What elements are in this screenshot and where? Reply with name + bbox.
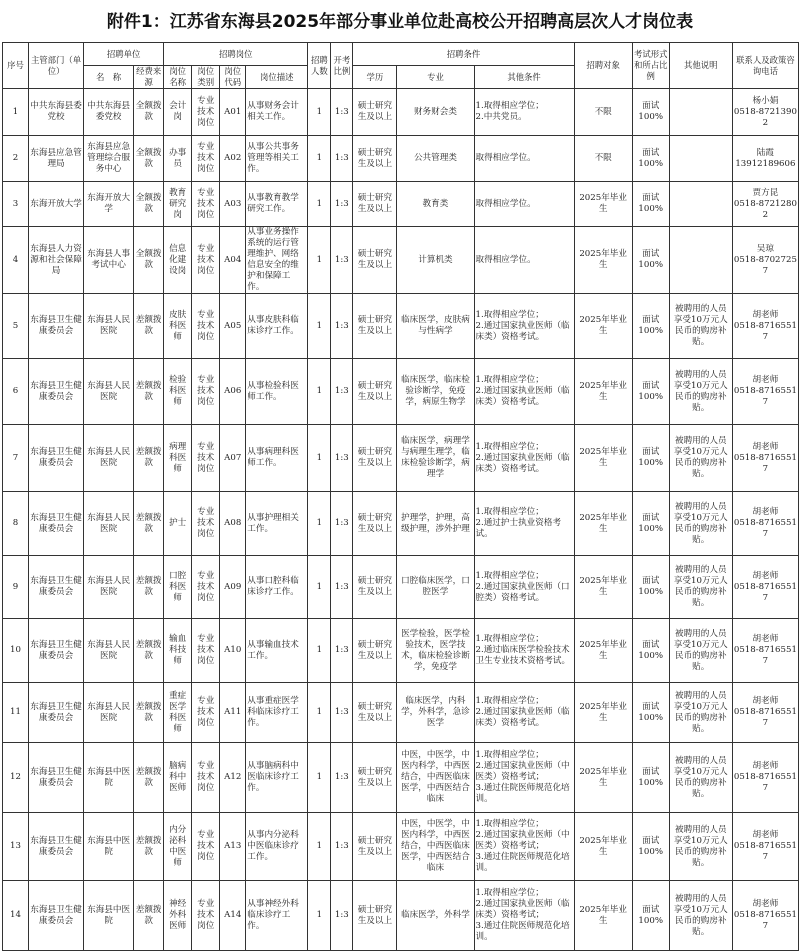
cell-type: 专业技术岗位 <box>192 136 220 182</box>
cell-count: 1 <box>308 743 331 813</box>
cell-notes: 被聘用的人员享受10万元人民币的购房补贴。 <box>669 813 732 881</box>
cell-other: 1.取得相应学位； 2.通过国家执业医师（临床类）资格考试； 3.通过住院医师规范化培训。 <box>474 881 574 951</box>
header-education: 学历 <box>353 66 397 89</box>
cell-post: 内分泌科中医师 <box>164 813 192 881</box>
table-row <box>3 881 799 951</box>
cell-unit: 东海县人民医院 <box>84 556 134 619</box>
table-row <box>3 227 799 294</box>
cell-target: 2025年毕业生 <box>574 294 632 359</box>
cell-code: A06 <box>220 359 246 425</box>
cell-other: 1.取得相应学位； 2.通过国家执业医师（临床类）资格考试。 <box>474 294 574 359</box>
cell-other: 1.取得相应学位； 2.通过国家执业医师（临床类）资格考试。 <box>474 425 574 492</box>
cell-contact: 贾方昆 0518-87212802 <box>732 182 798 227</box>
header-notes: 其他说明 <box>669 43 732 89</box>
cell-type: 专业技术岗位 <box>192 89 220 136</box>
cell-funding: 差额拨款 <box>134 425 164 492</box>
header-funding: 经费来源 <box>134 66 164 89</box>
cell-code: A05 <box>220 294 246 359</box>
cell-dept: 东海县卫生健康委员会 <box>29 492 84 556</box>
cell-dept: 东海县卫生健康委员会 <box>29 556 84 619</box>
cell-major: 医学检验，医学检验技术，医学技术，临床检验诊断学，免疫学 <box>397 619 474 683</box>
cell-unit: 中共东海县委党校 <box>84 89 134 136</box>
cell-major: 临床医学，皮肤病与性病学 <box>397 294 474 359</box>
header-post-code: 岗位代码 <box>220 66 246 89</box>
cell-post: 输血科技师 <box>164 619 192 683</box>
cell-desc: 从事脑病科中医临床诊疗工作。 <box>246 743 308 813</box>
cell-seq: 7 <box>3 425 29 492</box>
cell-code: A07 <box>220 425 246 492</box>
cell-post: 办事员 <box>164 136 192 182</box>
cell-notes <box>669 182 732 227</box>
cell-edu: 硕士研究生及以上 <box>353 619 397 683</box>
cell-contact: 胡老师 0518-87165517 <box>732 881 798 951</box>
cell-major: 中医，中医学，中医内科学，中西医结合，中西医临床医学，中西医结合临床 <box>397 743 474 813</box>
cell-seq: 9 <box>3 556 29 619</box>
cell-unit: 东海县人民医院 <box>84 294 134 359</box>
cell-count: 1 <box>308 492 331 556</box>
cell-edu: 硕士研究生及以上 <box>353 89 397 136</box>
cell-count: 1 <box>308 294 331 359</box>
cell-other: 取得相应学位。 <box>474 182 574 227</box>
cell-funding: 差额拨款 <box>134 813 164 881</box>
cell-count: 1 <box>308 813 331 881</box>
cell-funding: 全额拨款 <box>134 182 164 227</box>
cell-funding: 差额拨款 <box>134 683 164 743</box>
cell-unit: 东海县中医院 <box>84 813 134 881</box>
table-row <box>3 683 799 743</box>
cell-desc: 从事病理科医师工作。 <box>246 425 308 492</box>
cell-ratio: 1:3 <box>331 556 353 619</box>
cell-unit: 东海开放大学 <box>84 182 134 227</box>
cell-other: 1.取得相应学位； 2.中共党员。 <box>474 89 574 136</box>
cell-code: A08 <box>220 492 246 556</box>
cell-target: 2025年毕业生 <box>574 619 632 683</box>
cell-ratio: 1:3 <box>331 492 353 556</box>
header-ratio: 开考比例 <box>331 43 353 89</box>
cell-edu: 硕士研究生及以上 <box>353 227 397 294</box>
cell-ratio: 1:3 <box>331 425 353 492</box>
cell-target: 2025年毕业生 <box>574 683 632 743</box>
cell-notes: 被聘用的人员享受10万元人民币的购房补贴。 <box>669 881 732 951</box>
cell-count: 1 <box>308 89 331 136</box>
cell-ratio: 1:3 <box>331 294 353 359</box>
cell-major: 口腔临床医学，口腔医学 <box>397 556 474 619</box>
cell-post: 病理科医师 <box>164 425 192 492</box>
cell-seq: 12 <box>3 743 29 813</box>
table-row <box>3 89 799 136</box>
cell-type: 专业技术岗位 <box>192 556 220 619</box>
cell-edu: 硕士研究生及以上 <box>353 881 397 951</box>
cell-type: 专业技术岗位 <box>192 492 220 556</box>
header-cond-group: 招聘条件 <box>353 43 574 66</box>
header-post-name: 岗位名称 <box>164 66 192 89</box>
cell-desc: 从事口腔科临床诊疗工作。 <box>246 556 308 619</box>
cell-desc: 从事内分泌科中医临床诊疗工作。 <box>246 813 308 881</box>
cell-type: 专业技术岗位 <box>192 227 220 294</box>
cell-major: 中医，中医学，中医内科学，中西医结合，中西医临床医学，中西医结合临床 <box>397 813 474 881</box>
cell-ratio: 1:3 <box>331 227 353 294</box>
cell-funding: 差额拨款 <box>134 359 164 425</box>
cell-exam: 面试 100% <box>632 881 669 951</box>
cell-seq: 5 <box>3 294 29 359</box>
cell-funding: 全额拨款 <box>134 136 164 182</box>
cell-dept: 东海县卫生健康委员会 <box>29 294 84 359</box>
cell-code: A14 <box>220 881 246 951</box>
header-major: 专业 <box>397 66 474 89</box>
header-unit-group: 招聘单位 <box>84 43 164 66</box>
table-row <box>3 813 799 881</box>
cell-target: 2025年毕业生 <box>574 881 632 951</box>
cell-seq: 8 <box>3 492 29 556</box>
cell-contact: 胡老师 0518-87165517 <box>732 492 798 556</box>
cell-contact: 胡老师 0518-87165517 <box>732 683 798 743</box>
cell-seq: 14 <box>3 881 29 951</box>
cell-post: 口腔科医师 <box>164 556 192 619</box>
cell-edu: 硕士研究生及以上 <box>353 182 397 227</box>
cell-desc: 从事公共事务管理等相关工作。 <box>246 136 308 182</box>
cell-exam: 面试 100% <box>632 743 669 813</box>
table-row <box>3 136 799 182</box>
cell-target: 2025年毕业生 <box>574 359 632 425</box>
cell-contact: 胡老师 0518-87165517 <box>732 294 798 359</box>
cell-exam: 面试 100% <box>632 492 669 556</box>
cell-seq: 13 <box>3 813 29 881</box>
cell-dept: 东海县卫生健康委员会 <box>29 881 84 951</box>
header-exam: 考试形式和所占比例 <box>632 43 669 89</box>
cell-type: 专业技术岗位 <box>192 813 220 881</box>
cell-count: 1 <box>308 425 331 492</box>
cell-other: 1.取得相应学位； 2.通过国家执业医师（中医类）资格考试； 3.通过住院医师规范化培训。 <box>474 813 574 881</box>
recruitment-table <box>2 42 799 951</box>
table-row <box>3 182 799 227</box>
cell-post: 重症医学科医师 <box>164 683 192 743</box>
cell-count: 1 <box>308 136 331 182</box>
cell-contact: 胡老师 0518-87165517 <box>732 359 798 425</box>
header-other-cond: 其他条件 <box>474 66 574 89</box>
header-post-type: 岗位类别 <box>192 66 220 89</box>
cell-notes: 被聘用的人员享受10万元人民币的购房补贴。 <box>669 619 732 683</box>
cell-dept: 东海县卫生健康委员会 <box>29 743 84 813</box>
cell-ratio: 1:3 <box>331 813 353 881</box>
cell-dept: 东海县卫生健康委员会 <box>29 359 84 425</box>
cell-other: 1.取得相应学位； 2.通过国家执业医师（中医类）资格考试； 3.通过住院医师规范化培训。 <box>474 743 574 813</box>
cell-exam: 面试 100% <box>632 813 669 881</box>
header-count: 招聘人数 <box>308 43 331 89</box>
cell-code: A02 <box>220 136 246 182</box>
cell-exam: 面试 100% <box>632 359 669 425</box>
cell-notes: 被聘用的人员享受10万元人民币的购房补贴。 <box>669 683 732 743</box>
cell-code: A11 <box>220 683 246 743</box>
cell-ratio: 1:3 <box>331 359 353 425</box>
table-row <box>3 492 799 556</box>
cell-edu: 硕士研究生及以上 <box>353 743 397 813</box>
cell-major: 护理学，护理，高级护理，涉外护理 <box>397 492 474 556</box>
cell-contact: 杨小娟 0518-87213902 <box>732 89 798 136</box>
cell-ratio: 1:3 <box>331 136 353 182</box>
cell-seq: 11 <box>3 683 29 743</box>
cell-other: 1.取得相应学位； 2.通过护士执业资格考试。 <box>474 492 574 556</box>
cell-major: 财务财会类 <box>397 89 474 136</box>
cell-desc: 从事业务操作系统的运行管理维护、网络信息安全的维护和保障工作。 <box>246 227 308 294</box>
cell-dept: 东海县卫生健康委员会 <box>29 425 84 492</box>
cell-dept: 东海开放大学 <box>29 182 84 227</box>
cell-unit: 东海县中医院 <box>84 743 134 813</box>
cell-contact: 胡老师 0518-87165517 <box>732 619 798 683</box>
cell-funding: 差额拨款 <box>134 492 164 556</box>
cell-code: A04 <box>220 227 246 294</box>
cell-exam: 面试 100% <box>632 425 669 492</box>
cell-contact: 胡老师 0518-87165517 <box>732 556 798 619</box>
cell-dept: 东海县卫生健康委员会 <box>29 619 84 683</box>
cell-edu: 硕士研究生及以上 <box>353 136 397 182</box>
cell-edu: 硕士研究生及以上 <box>353 294 397 359</box>
cell-other: 1.取得相应学位； 2.通过临床医学检验技术卫生专业技术资格考试。 <box>474 619 574 683</box>
cell-notes: 被聘用的人员享受10万元人民币的购房补贴。 <box>669 492 732 556</box>
cell-count: 1 <box>308 619 331 683</box>
cell-seq: 4 <box>3 227 29 294</box>
cell-funding: 全额拨款 <box>134 89 164 136</box>
cell-target: 不限 <box>574 89 632 136</box>
table-row <box>3 359 799 425</box>
cell-code: A03 <box>220 182 246 227</box>
table-body <box>3 89 799 951</box>
document-title: 附件1：江苏省东海县2025年部分事业单位赴高校公开招聘高层次人才岗位表 <box>106 12 694 32</box>
cell-desc: 从事神经外科临床诊疗工作。 <box>246 881 308 951</box>
cell-ratio: 1:3 <box>331 881 353 951</box>
cell-seq: 3 <box>3 182 29 227</box>
cell-unit: 东海县人民医院 <box>84 359 134 425</box>
table-row <box>3 294 799 359</box>
cell-post: 神经外科医师 <box>164 881 192 951</box>
header-unit-name: 名 称 <box>84 66 134 89</box>
cell-edu: 硕士研究生及以上 <box>353 813 397 881</box>
cell-funding: 差额拨款 <box>134 619 164 683</box>
cell-target: 2025年毕业生 <box>574 425 632 492</box>
cell-count: 1 <box>308 227 331 294</box>
cell-code: A13 <box>220 813 246 881</box>
header-post-group: 招聘岗位 <box>164 43 308 66</box>
cell-exam: 面试 100% <box>632 182 669 227</box>
cell-post: 检验科医师 <box>164 359 192 425</box>
cell-target: 2025年毕业生 <box>574 813 632 881</box>
cell-major: 公共管理类 <box>397 136 474 182</box>
cell-code: A09 <box>220 556 246 619</box>
cell-target: 不限 <box>574 136 632 182</box>
cell-contact: 吴琼 0518-87027257 <box>732 227 798 294</box>
cell-major: 临床医学，病理学与病理生理学，临床检验诊断学，病理学 <box>397 425 474 492</box>
cell-desc: 从事皮肤科临床诊疗工作。 <box>246 294 308 359</box>
cell-unit: 东海县人事考试中心 <box>84 227 134 294</box>
cell-desc: 从事检验科医师工作。 <box>246 359 308 425</box>
cell-notes <box>669 136 732 182</box>
cell-edu: 硕士研究生及以上 <box>353 492 397 556</box>
cell-notes: 被聘用的人员享受10万元人民币的购房补贴。 <box>669 359 732 425</box>
cell-notes: 被聘用的人员享受10万元人民币的购房补贴。 <box>669 294 732 359</box>
cell-type: 专业技术岗位 <box>192 619 220 683</box>
cell-type: 专业技术岗位 <box>192 881 220 951</box>
cell-exam: 面试 100% <box>632 227 669 294</box>
header-dept: 主管部门（单位） <box>29 43 84 89</box>
cell-post: 教育研究岗 <box>164 182 192 227</box>
cell-dept: 东海县人力资源和社会保障局 <box>29 227 84 294</box>
cell-dept: 中共东海县委党校 <box>29 89 84 136</box>
cell-desc: 从事教育教学研究工作。 <box>246 182 308 227</box>
table-row <box>3 556 799 619</box>
cell-unit: 东海县人民医院 <box>84 683 134 743</box>
cell-target: 2025年毕业生 <box>574 743 632 813</box>
cell-target: 2025年毕业生 <box>574 492 632 556</box>
cell-unit: 东海县应急管理综合服务中心 <box>84 136 134 182</box>
cell-edu: 硕士研究生及以上 <box>353 683 397 743</box>
cell-contact: 胡老师 0518-87165517 <box>732 425 798 492</box>
cell-edu: 硕士研究生及以上 <box>353 425 397 492</box>
cell-edu: 硕士研究生及以上 <box>353 556 397 619</box>
table-row <box>3 425 799 492</box>
cell-major: 临床医学，内科学，外科学，急诊医学 <box>397 683 474 743</box>
cell-other: 取得相应学位。 <box>474 227 574 294</box>
cell-count: 1 <box>308 683 331 743</box>
cell-seq: 10 <box>3 619 29 683</box>
cell-contact: 胡老师 0518-87165517 <box>732 813 798 881</box>
cell-desc: 从事输血技术工作。 <box>246 619 308 683</box>
cell-desc: 从事财务会计相关工作。 <box>246 89 308 136</box>
cell-count: 1 <box>308 359 331 425</box>
cell-exam: 面试 100% <box>632 136 669 182</box>
cell-post: 脑病科中医师 <box>164 743 192 813</box>
cell-other: 1.取得相应学位； 2.通过国家执业医师（临床类）资格考试。 <box>474 359 574 425</box>
cell-major: 教育类 <box>397 182 474 227</box>
cell-notes: 被聘用的人员享受10万元人民币的购房补贴。 <box>669 425 732 492</box>
cell-post: 信息化建设岗 <box>164 227 192 294</box>
cell-unit: 东海县人民医院 <box>84 492 134 556</box>
cell-code: A10 <box>220 619 246 683</box>
cell-notes <box>669 89 732 136</box>
cell-other: 1.取得相应学位； 2.通过国家执业医师（临床类）资格考试。 <box>474 683 574 743</box>
cell-dept: 东海县应急管理局 <box>29 136 84 182</box>
cell-ratio: 1:3 <box>331 683 353 743</box>
cell-exam: 面试 100% <box>632 556 669 619</box>
header-contact: 联系人及政策咨询电话 <box>732 43 798 89</box>
cell-count: 1 <box>308 182 331 227</box>
cell-major: 临床医学，外科学 <box>397 881 474 951</box>
cell-contact: 胡老师 0518-87165517 <box>732 743 798 813</box>
cell-count: 1 <box>308 556 331 619</box>
cell-funding: 差额拨款 <box>134 743 164 813</box>
header-post-desc: 岗位描述 <box>246 66 308 89</box>
cell-type: 专业技术岗位 <box>192 182 220 227</box>
cell-dept: 东海县卫生健康委员会 <box>29 813 84 881</box>
cell-dept: 东海县卫生健康委员会 <box>29 683 84 743</box>
cell-target: 2025年毕业生 <box>574 227 632 294</box>
cell-target: 2025年毕业生 <box>574 182 632 227</box>
cell-type: 专业技术岗位 <box>192 743 220 813</box>
cell-seq: 1 <box>3 89 29 136</box>
cell-desc: 从事重症医学科临床诊疗工作。 <box>246 683 308 743</box>
cell-exam: 面试 100% <box>632 294 669 359</box>
cell-ratio: 1:3 <box>331 182 353 227</box>
cell-funding: 差额拨款 <box>134 881 164 951</box>
cell-type: 专业技术岗位 <box>192 359 220 425</box>
cell-major: 计算机类 <box>397 227 474 294</box>
cell-notes: 被聘用的人员享受10万元人民币的购房补贴。 <box>669 743 732 813</box>
table-row <box>3 619 799 683</box>
cell-seq: 6 <box>3 359 29 425</box>
cell-notes <box>669 227 732 294</box>
header-seq: 序号 <box>3 43 29 89</box>
cell-major: 临床医学，临床检验诊断学，免疫学，病原生物学 <box>397 359 474 425</box>
cell-ratio: 1:3 <box>331 89 353 136</box>
cell-code: A01 <box>220 89 246 136</box>
cell-post: 会计岗 <box>164 89 192 136</box>
cell-post: 护士 <box>164 492 192 556</box>
cell-post: 皮肤科医师 <box>164 294 192 359</box>
cell-unit: 东海县中医院 <box>84 881 134 951</box>
cell-unit: 东海县人民医院 <box>84 425 134 492</box>
cell-edu: 硕士研究生及以上 <box>353 359 397 425</box>
header-target: 招聘对象 <box>574 43 632 89</box>
cell-count: 1 <box>308 881 331 951</box>
cell-type: 专业技术岗位 <box>192 683 220 743</box>
cell-unit: 东海县人民医院 <box>84 619 134 683</box>
cell-desc: 从事护理相关工作。 <box>246 492 308 556</box>
cell-type: 专业技术岗位 <box>192 425 220 492</box>
cell-notes: 被聘用的人员享受10万元人民币的购房补贴。 <box>669 556 732 619</box>
cell-exam: 面试 100% <box>632 89 669 136</box>
cell-seq: 2 <box>3 136 29 182</box>
cell-type: 专业技术岗位 <box>192 294 220 359</box>
cell-other: 取得相应学位。 <box>474 136 574 182</box>
cell-funding: 差额拨款 <box>134 556 164 619</box>
cell-funding: 差额拨款 <box>134 294 164 359</box>
table-row <box>3 743 799 813</box>
cell-exam: 面试 100% <box>632 619 669 683</box>
cell-target: 2025年毕业生 <box>574 556 632 619</box>
cell-funding: 全额拨款 <box>134 227 164 294</box>
cell-exam: 面试 100% <box>632 683 669 743</box>
cell-ratio: 1:3 <box>331 743 353 813</box>
cell-ratio: 1:3 <box>331 619 353 683</box>
cell-code: A12 <box>220 743 246 813</box>
cell-other: 1.取得相应学位； 2.通过国家执业医师（口腔类）资格考试。 <box>474 556 574 619</box>
cell-contact: 陆霞 13912189606 <box>732 136 798 182</box>
